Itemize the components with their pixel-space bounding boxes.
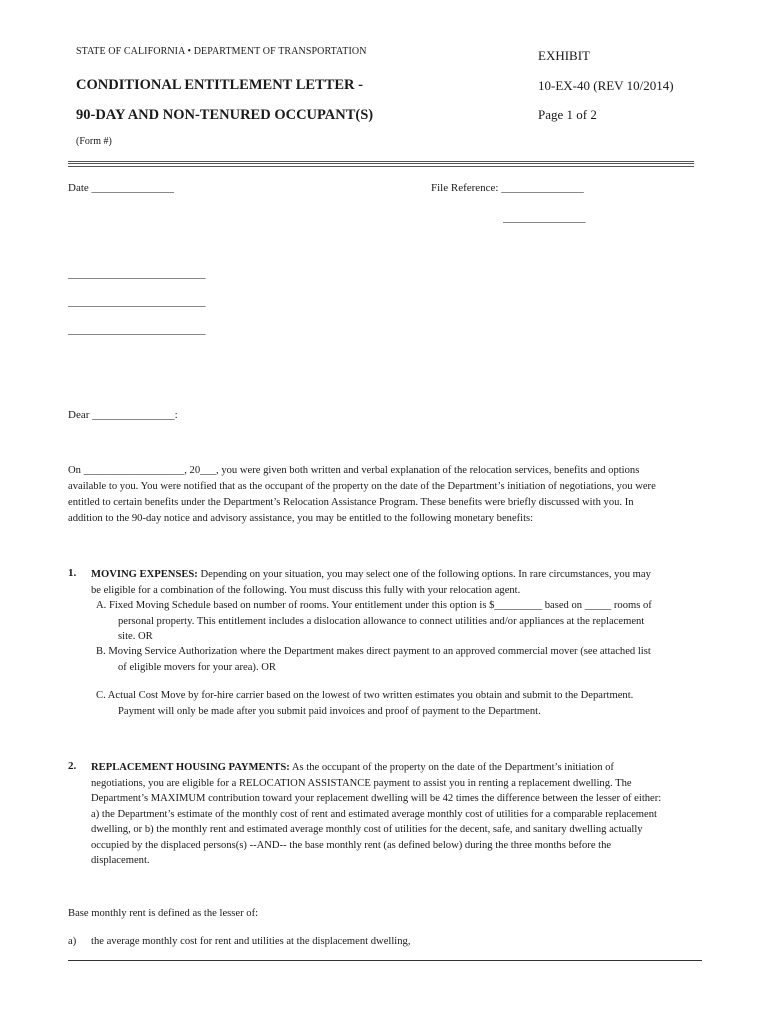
- title-line-2: 90-DAY AND NON-TENURED OCCUPANT(S): [76, 107, 374, 123]
- item-2-number: 2.: [68, 760, 77, 772]
- intro-line: addition to the 90-day notice and advisory assistance, you may be entitled to the following monetary benefits:: [68, 513, 534, 524]
- option-a-line: A. Fixed Moving Schedule based on number of rooms. Your entitlement under this option is $_________ based on _____ rooms of: [96, 600, 652, 611]
- agency-header: STATE OF CALIFORNIA • DEPARTMENT OF TRANSPORTATION: [76, 46, 367, 57]
- intro-line: On ___________________, 20___, you were given both written and verbal explanation of the relocation services, benefits and options: [68, 465, 640, 476]
- item-2-body: [91, 760, 706, 869]
- header-rule: [68, 161, 694, 167]
- file-reference-field: File Reference: _______________: [431, 182, 584, 194]
- base-rent-intro: Base monthly rent is defined as the lesser of:: [68, 908, 259, 919]
- form-code: 10-EX-40 (REV 10/2014): [538, 78, 674, 93]
- page-indicator: Page 1 of 2: [538, 107, 597, 122]
- exhibit-label: EXHIBIT: [538, 48, 590, 63]
- intro-line: entitled to certain benefits under the Department’s Relocation Assistance Program. These benefits were briefly discussed with you. In: [68, 497, 634, 508]
- item-1-number: 1.: [68, 567, 77, 579]
- option-c-line: Payment will only be made after you submit paid invoices and proof of payment to the Department.: [118, 705, 541, 717]
- item-2-line: Department’s MAXIMUM contribution toward your replacement dwelling will be 42 times the difference between the lesser of either:: [91, 793, 662, 804]
- option-b-line: of eligible movers for your area). OR: [118, 661, 276, 673]
- salutation: Dear _______________:: [68, 409, 178, 421]
- item-2-line: negotiations, you are eligible for a RELOCATION ASSISTANCE payment to assist you in renting a replacement dwelling. The: [91, 777, 632, 789]
- item-1-body: [91, 567, 706, 598]
- item-2-line: dwelling, or b) the monthly rent and estimated average monthly cost of utilities for the decent, safe, and sanitary dwelling actually: [91, 824, 643, 835]
- intro-paragraph: [68, 463, 708, 527]
- base-rent-a-label: a): [68, 936, 77, 947]
- item-1-heading: MOVING EXPENSES:: [91, 569, 198, 580]
- item-2-line: occupied by the displaced persons(s) --AND-- the base monthly rent (as defined below) during the three months before the: [91, 839, 612, 851]
- item-1-line: [91, 567, 706, 583]
- option-a-line: site. OR: [118, 631, 153, 642]
- item-1-line-2: be eligible for a combination of the following. You must discuss this fully with your relocation agent.: [91, 584, 521, 596]
- option-a: [96, 598, 708, 645]
- item-2-line: displacement.: [91, 855, 150, 866]
- form-number: (Form #): [76, 136, 112, 147]
- option-b-line: B. Moving Service Authorization where the Department makes direct payment to an approved commercial mover (see attached list: [96, 646, 651, 657]
- item-2-line: [91, 760, 706, 776]
- option-b: [96, 644, 708, 675]
- item-2-line-1: As the occupant of the property on the date of the Department’s initiation of: [289, 762, 614, 773]
- base-rent-a-text: the average monthly cost for rent and utilities at the displacement dwelling,: [91, 936, 411, 947]
- option-a-line: personal property. This entitlement includes a dislocation allowance to connect utilities and/or appliances at the replacement: [118, 615, 645, 627]
- date-field: Date _______________: [68, 182, 175, 194]
- file-reference-line-2: _______________: [503, 212, 586, 224]
- address-line-3: _________________________: [68, 324, 206, 336]
- bottom-rule: [68, 960, 702, 961]
- address-line-2: _________________________: [68, 296, 206, 308]
- item-2-heading: REPLACEMENT HOUSING PAYMENTS:: [91, 762, 290, 773]
- item-2-line: a) the Department’s estimate of the monthly cost of rent and estimated average monthly cost of utilities for a comparable replacement: [91, 808, 657, 820]
- intro-line: available to you. You were notified that as the occupant of the property on the date of the Department’s initiation of negotiations, you were: [68, 481, 656, 492]
- title-line-1: CONDITIONAL ENTITLEMENT LETTER -: [76, 77, 363, 93]
- item-1-line-1: Depending on your situation, you may select one of the following options. In rare circumstances, you may: [197, 569, 651, 580]
- option-c: [96, 688, 708, 719]
- address-line-1: _________________________: [68, 268, 206, 280]
- option-c-line: C. Actual Cost Move by for-hire carrier based on the lowest of two written estimates you obtain and submit to the Department.: [96, 690, 634, 701]
